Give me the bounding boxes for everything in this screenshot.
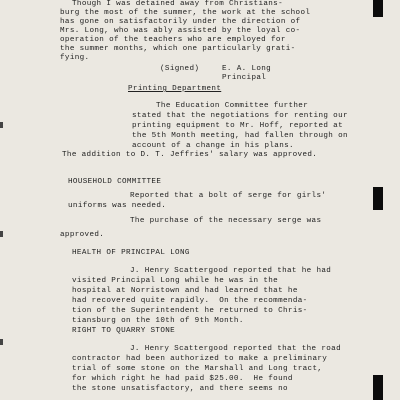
ledger-mark: [0, 122, 3, 128]
printing-line: the 5th Month meeting, had fallen through on: [132, 132, 348, 140]
section-heading-quarry: RIGHT TO QUARRY STONE: [72, 327, 176, 335]
signed-label: (Signed): [160, 65, 200, 73]
health-line: had recovered quite rapidly. On the recommenda-: [72, 297, 308, 305]
quarry-line: contractor had been authorized to make a preliminary: [72, 355, 328, 363]
health-line: tiansburg on the 10th of 9th Month.: [72, 317, 244, 325]
report-line: Though I was detained away from Christians-: [72, 0, 284, 8]
report-line: Mrs. Long, who was ably assisted by the loyal co-: [60, 27, 301, 35]
section-heading-printing: Printing Department: [128, 85, 222, 93]
quarry-line: J. Henry Scattergood reported that the road: [130, 345, 342, 353]
report-line: operation of the teachers who are employed for: [60, 36, 286, 44]
signer-title: Principal: [222, 74, 267, 82]
ledger-mark: [0, 231, 3, 237]
ledger-mark: [0, 339, 3, 345]
household-approved: approved.: [60, 231, 105, 239]
printing-line: account of a change in his plans.: [132, 142, 294, 150]
quarry-line: trial of some stone on the Marshall and Long tract,: [72, 365, 323, 373]
quarry-line: for which right he had paid $25.00. He found: [72, 375, 293, 383]
section-heading-health: HEALTH OF PRINCIPAL LONG: [72, 249, 190, 257]
health-line: tion of the Superintendent he returned to Chris-: [72, 307, 308, 315]
report-line: fying.: [60, 54, 90, 62]
health-line: J. Henry Scattergood reported that he had: [130, 267, 332, 275]
health-line: hospital at Norristown and had learned that he: [72, 287, 298, 295]
binder-hole-middle: [373, 187, 383, 210]
signer-name: E. A. Long: [222, 65, 272, 73]
binder-hole-bottom: [373, 375, 383, 400]
report-line: has gone on satisfactorily under the direction of: [60, 18, 301, 26]
salary-approval-line: The addition to D. T. Jeffries' salary was approved.: [62, 151, 318, 159]
report-line: burg the most of the summer, the work at the school: [60, 9, 311, 17]
household-line: uniforms was needed.: [68, 202, 167, 210]
binder-hole-top: [373, 0, 383, 17]
health-line: visited Principal Long while he was in the: [72, 277, 279, 285]
report-line: the summer months, which one particularly grati-: [60, 45, 296, 53]
quarry-line: the stone unsatisfactory, and there seems no: [72, 385, 288, 393]
household-line: Reported that a bolt of serge for girls': [130, 192, 327, 200]
printing-line: printing equipment to Mr. Hoff, reported at: [132, 122, 344, 130]
printing-line: The Education Committee further: [156, 102, 309, 110]
section-heading-household: HOUSEHOLD COMMITTEE: [68, 178, 162, 186]
printing-line: stated that the negotiations for renting our: [132, 112, 348, 120]
household-purchase-line: The purchase of the necessary serge was: [130, 217, 322, 225]
